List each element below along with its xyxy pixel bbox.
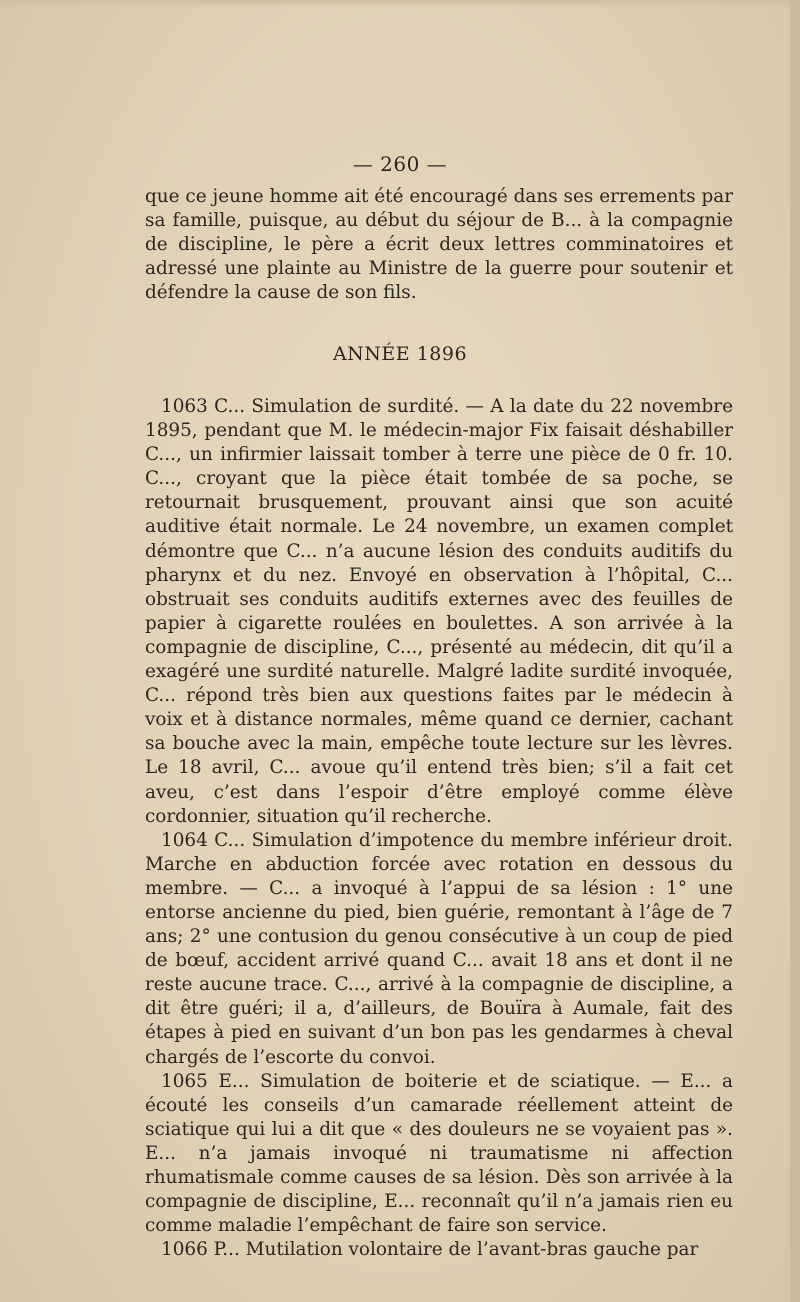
section-heading: ANNÉE 1896 xyxy=(332,343,468,365)
case-1063: 1063 C... Simulation de surdité. — A la date du 22 novembre 1895, pendant que M. le médecin-major Fix faisait déshabiller C..., un infirmier laissait tomber à terre une pièce de 0 fr. 10. C..., croyant que la pièce était tombée de sa poche, se retournait brusquement, prouvant ainsi que son acuité auditive était normale. Le 24 novembre, un examen complet démontre que C... n’a aucune lésion des conduits auditifs du pharynx et du nez. Envoyé en observation à l’hôpital, C... obstruait ses conduits auditifs externes avec des feuilles de papier à cigarette roulées en boulettes. A son arrivée à la compagnie de discipline, C..., présenté au médecin, dit qu’il a exagéré une surdité naturelle. Malgré ladite surdité invoquée, C... répond très bien aux questions faites par le médecin à voix et à distance normales, même quand ce dernier, cachant sa bouche avec la main, empêche toute lecture sur les lèvres. Le 18 avril, C... avoue qu’il entend très bien; s’il a fait cet aveu, c’est dans l’espoir d’être employé comme élève cordonnier, situation qu’il recherche. xyxy=(145,396,733,827)
page-right-edge xyxy=(790,0,800,1302)
case-list xyxy=(145,395,733,1262)
intro-paragraph: que ce jeune homme ait été encouragé dans ses errements par sa famille, puisque, au début du séjour de B... à la compagnie de discipline, le père a écrit deux lettres comminatoires et adressé une plainte au Ministre de la guerre pour soutenir et défendre la cause de son fils. xyxy=(145,186,733,304)
case-1065: 1065 E... Simulation de boiterie et de sciatique. — E... a écouté les conseils d’un camarade réellement atteint de sciatique qui lui a dit que « des douleurs ne se voyaient pas ». E... n’a jamais invoqué ni traumatisme ni affection rhumatismale comme causes de sa lésion. Dès son arrivée à la compagnie de discipline, E... reconnaît qu’il n’a jamais rien eu comme maladie l’empêchant de faire son service. xyxy=(145,1070,733,1237)
case-1064: 1064 C... Simulation d’impotence du membre inférieur droit. Marche en abduction forcée avec rotation en dessous du membre. — C... a invoqué à l’appui de sa lésion : 1° une entorse ancienne du pied, bien guérie, remontant à l’âge de 7 ans; 2° une contusion du genou consécutive à un coup de pied de bœuf, accident arrivé quand C... avait 18 ans et dont il ne reste aucune trace. C..., arrivé à la compagnie de discipline, a dit être guéri; il a, d’ailleurs, de Bouïra à Aumale, fait des étapes à pied en suivant d’un bon pas les gendarmes à cheval chargés de l’escorte du convoi. xyxy=(145,829,733,1068)
intro-block xyxy=(145,185,733,305)
case-1066: 1066 P... Mutilation volontaire de l’avant-bras gauche par xyxy=(161,1239,699,1261)
page-number: — 260 — xyxy=(352,152,448,176)
page-top-shadow xyxy=(0,0,800,8)
